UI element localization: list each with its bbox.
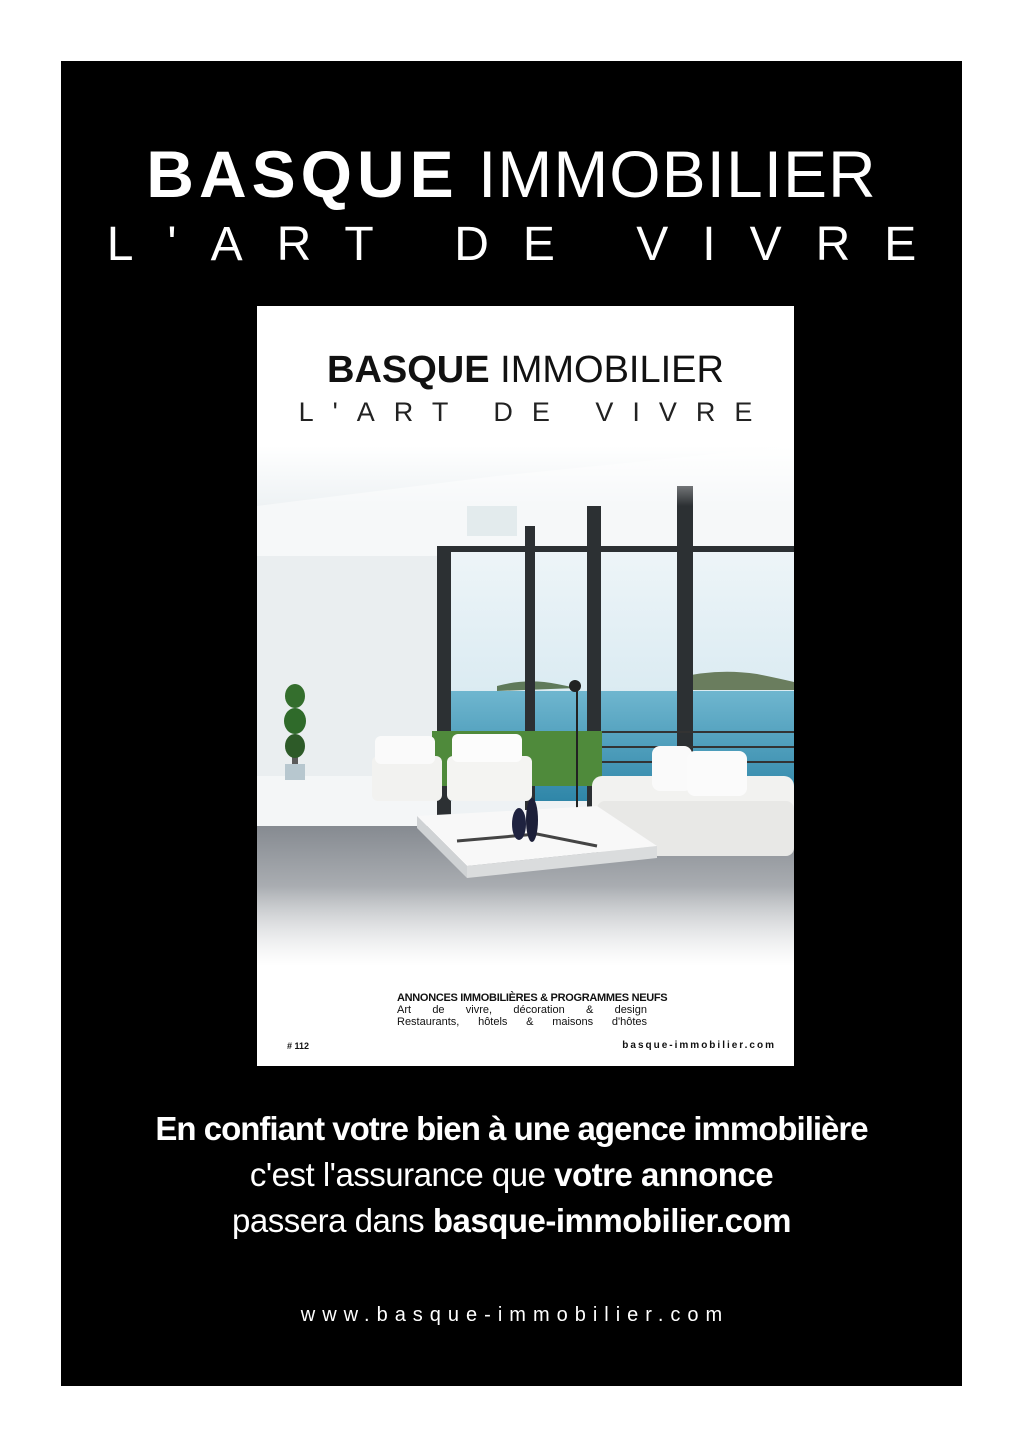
magazine-cover	[257, 306, 794, 1066]
cover-photo-living-room	[257, 446, 794, 966]
promo-line-1: En confiant votre bien à une agence immobilière	[155, 1110, 868, 1147]
cover-brand-light: IMMOBILIER	[500, 349, 724, 391]
promo-line-3-bold: basque-immobilier.com	[432, 1202, 791, 1239]
brand-logo	[61, 136, 962, 212]
cover-issue-number: # 112	[287, 1041, 310, 1051]
cover-url: basque-immobilier.com	[622, 1040, 776, 1051]
cover-line-3: Restaurants, hôtels & maisons d'hôtes	[397, 1016, 647, 1028]
cover-line-1: ANNONCES IMMOBILIÈRES & PROGRAMMES NEUFS	[397, 992, 668, 1004]
cover-line-2: Art de vivre, décoration & design	[397, 1004, 647, 1016]
cover-contents	[397, 992, 668, 1028]
promo-line-2-text: c'est l'assurance que	[249, 1156, 555, 1193]
brand-tagline: L'ART DE VIVRE	[106, 218, 951, 271]
promo-line-2	[61, 1152, 962, 1198]
promo-line-3-text: passera dans	[232, 1202, 433, 1239]
brand-bold: BASQUE	[146, 137, 459, 211]
promo-message	[61, 1106, 962, 1244]
cover-tagline: L'ART DE VIVRE	[298, 397, 772, 427]
promo-line-2-bold: votre annonce	[554, 1156, 774, 1193]
cover-brand	[257, 348, 794, 392]
brand-light: IMMOBILIER	[478, 137, 877, 211]
promo-line-3	[61, 1198, 962, 1244]
black-panel	[61, 61, 962, 1386]
cover-brand-bold: BASQUE	[327, 349, 490, 391]
footer-website-url: www.basque-immobilier.com	[300, 1304, 730, 1326]
